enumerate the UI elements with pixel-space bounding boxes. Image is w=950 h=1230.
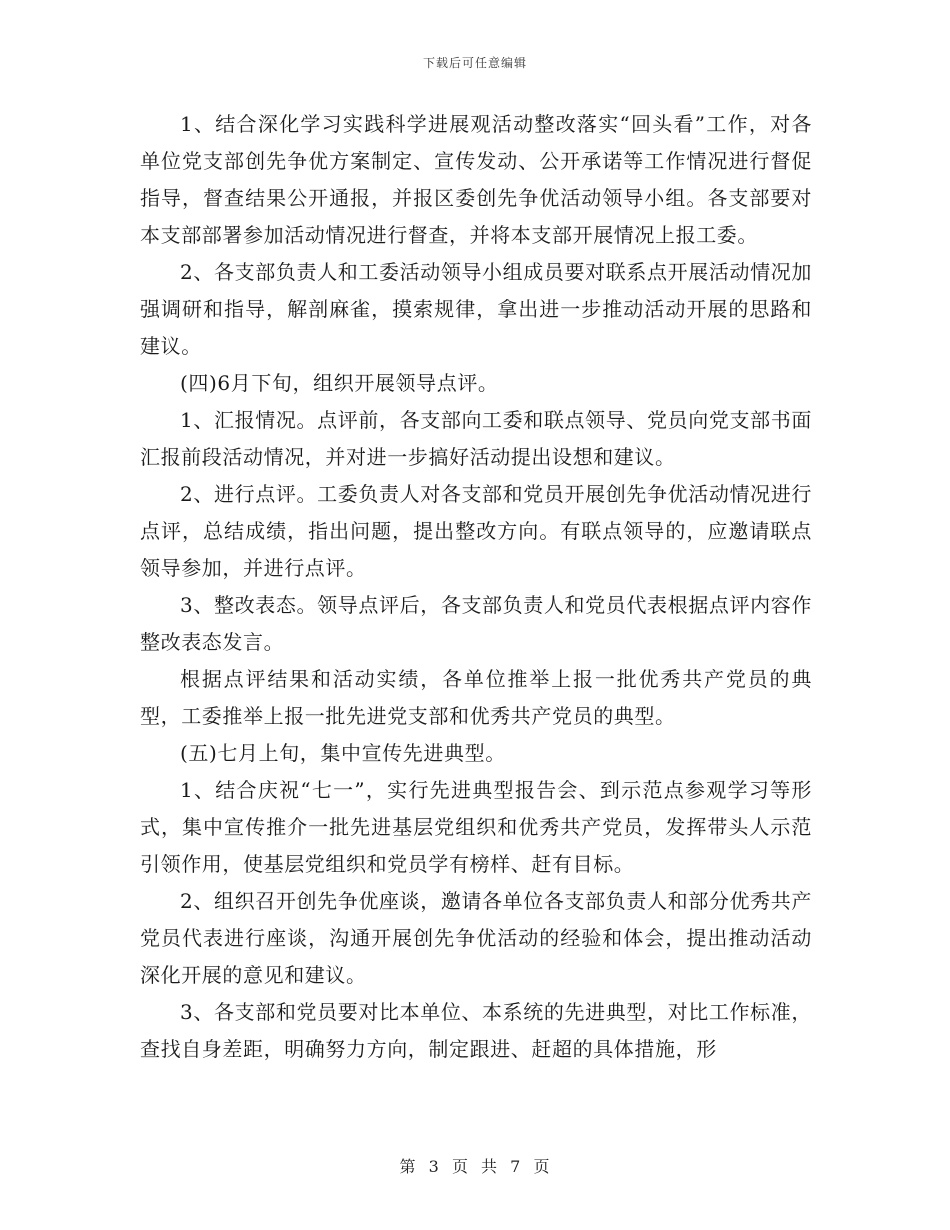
document-body [140,106,812,1068]
paragraph-11: 3、各支部和党员要对比本单位、本系统的先进典型，对比工作标准，查找自身差距，明确努力方向，制定跟进、赶超的具体措施，形 [140,1000,812,1061]
paragraph-4: 1、汇报情况。点评前，各支部向工委和联点领导、党员向党支部书面汇报前段活动情况，并对进一步搞好活动提出设想和建议。 [140,408,812,469]
footer-current-page: 3 [428,1157,440,1176]
paragraph-6: 3、整改表态。领导点评后，各支部负责人和党员代表根据点评内容作整改表态发言。 [140,593,812,654]
page-footer [0,1154,950,1177]
paragraph-7: 根据点评结果和活动实绩，各单位推举上报一批优秀共产党员的典型，工委推举上报一批先进党支部和优秀共产党员的典型。 [140,667,812,728]
footer-prefix: 第 [399,1157,417,1176]
section-heading-5: (五)七月上旬，集中宣传先进典型。 [180,741,506,765]
page-header: 下载后可任意编辑 [422,56,527,70]
footer-total-word: 共 [481,1157,499,1176]
paragraph-1: 1、结合深化学习实践科学进展观活动整改落实“回头看”工作，对各单位党支部创先争优方案制定、宣传发动、公开承诺等工作情况进行督促指导，督查结果公开通报，并报区委创先争优活动领导小组。各支部要对本支部部署参加活动情况进行督查，并将本支部开展情况上报工委。 [140,112,812,247]
section-heading-4: (四)6月下旬，组织开展领导点评。 [180,371,499,395]
footer-suffix: 页 [533,1157,551,1176]
paragraph-2: 2、各支部负责人和工委活动领导小组成员要对联系点开展活动情况加强调研和指导，解剖麻雀，摸索规律，拿出进一步推动活动开展的思路和建议。 [140,260,812,358]
paragraph-5: 2、进行点评。工委负责人对各支部和党员开展创先争优活动情况进行点评，总结成绩，指出问题，提出整改方向。有联点领导的，应邀请联点领导参加，并进行点评。 [140,482,812,580]
paragraph-10: 2、组织召开创先争优座谈，邀请各单位各支部负责人和部分优秀共产党员代表进行座谈，沟通开展创先争优活动的经验和体会，提出推动活动深化开展的意见和建议。 [140,889,812,987]
footer-total-pages: 7 [510,1157,522,1176]
footer-page-word: 页 [451,1157,469,1176]
paragraph-9: 1、结合庆祝“七一”，实行先进典型报告会、到示范点参观学习等形式，集中宣传推介一批先进基层党组织和优秀共产党员，发挥带头人示范引领作用，使基层党组织和党员学有榜样、赶有目标。 [140,778,812,876]
